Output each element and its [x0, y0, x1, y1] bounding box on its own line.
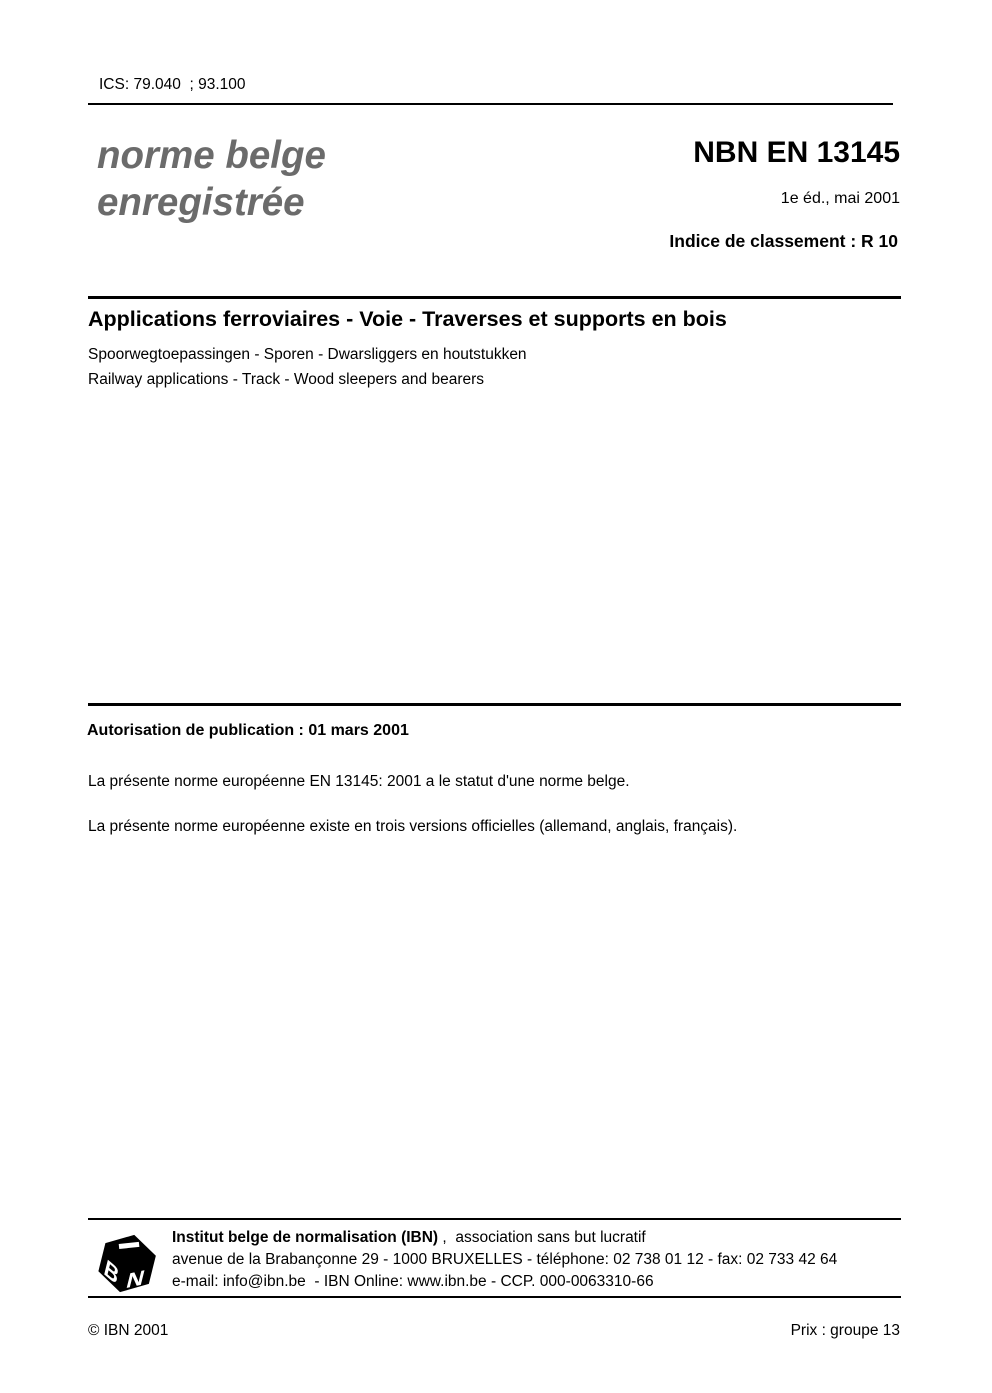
title-english: Railway applications - Track - Wood sleepers and bearers	[88, 371, 485, 388]
authorization-note: Autorisation de publication : 01 mars 2001	[87, 722, 409, 739]
publisher-name-suffix: , association sans but lucratif	[438, 1229, 646, 1246]
standard-number: NBN EN 13145	[693, 136, 900, 169]
edition-date: 1e éd., mai 2001	[780, 190, 900, 207]
price-group: Prix : groupe 13	[790, 1322, 900, 1339]
classification-index: Indice de classement : R 10	[669, 231, 898, 251]
publisher-name: Institut belge de normalisation (IBN)	[172, 1229, 439, 1246]
authorization-section-rule	[88, 703, 901, 706]
ibn-logo-letter-left: B	[101, 1254, 122, 1290]
publisher-info	[172, 1227, 837, 1293]
title-section-rule	[88, 296, 901, 299]
ibn-logo	[94, 1232, 160, 1296]
publisher-address: avenue de la Brabançonne 29 - 1000 BRUXELLES - téléphone: 02 738 01 12 - fax: 02 733 42 64	[172, 1251, 838, 1268]
doc-type-line-2: enregistrée	[97, 181, 305, 224]
ics-code: ICS: 79.040 ; 93.100	[99, 76, 246, 93]
publisher-box-top-rule	[88, 1218, 901, 1220]
title-french: Applications ferroviaires - Voie - Traverses et supports en bois	[88, 307, 727, 331]
publisher-contact: e-mail: info@ibn.be - IBN Online: www.ibn.be - CCP. 000-0063310-66	[172, 1273, 654, 1290]
doc-type-line-1: norme belge	[97, 134, 326, 177]
publisher-name-line	[172, 1227, 837, 1249]
doc-type-heading	[97, 132, 326, 226]
body-paragraph-2: La présente norme européenne existe en trois versions officielles (allemand, anglais, français).	[88, 818, 738, 835]
title-dutch: Spoorwegtoepassingen - Sporen - Dwarsliggers en houtstukken	[88, 346, 527, 363]
copyright-notice: © IBN 2001	[88, 1322, 169, 1339]
header-rule	[88, 103, 893, 105]
publisher-box-bottom-rule	[88, 1296, 901, 1298]
ibn-logo-letter-right: N	[123, 1265, 148, 1293]
body-paragraph-1: La présente norme européenne EN 13145: 2001 a le statut d'une norme belge.	[88, 773, 630, 790]
